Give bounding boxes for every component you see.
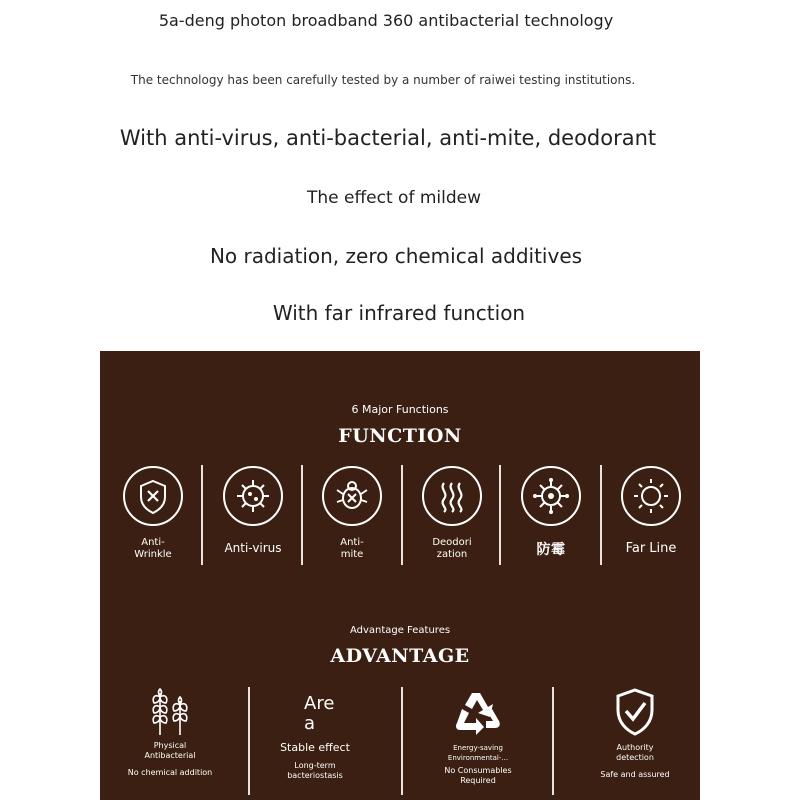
function-label-line1: Anti- [141, 537, 165, 548]
advantages-row [100, 685, 700, 800]
advantage-item-authority [575, 685, 695, 780]
function-label-line1: Deodori [432, 537, 472, 548]
intro-line-2: The effect of mildew [306, 188, 482, 208]
advantage-top-line1: Physical [153, 741, 187, 750]
function-label-line2: zation [436, 549, 468, 560]
heat-waves-icon [422, 466, 482, 526]
mildew-icon [521, 466, 581, 526]
divider [401, 687, 403, 795]
advantage-item-stable [255, 685, 375, 781]
advantage-top-line2: Antibacterial [144, 751, 196, 760]
virus-icon [223, 466, 283, 526]
advantage-big-line2: a [304, 713, 316, 734]
advantages-title: ADVANTAGE [330, 645, 470, 667]
functions-subtitle: 6 Major Functions [351, 403, 449, 416]
function-label-line1: Far Line [625, 541, 677, 556]
function-label-line1: 防霉 [536, 542, 566, 558]
mite-icon [322, 466, 382, 526]
sun-icon [621, 466, 681, 526]
advantage-top-line1: Stable effect [280, 741, 350, 754]
advantages-subtitle: Advantage Features [349, 625, 451, 636]
function-label-line2: Wrinkle [134, 549, 172, 560]
divider [201, 465, 203, 565]
intro-line-1: With anti-virus, anti-bacterial, anti-mite, deodorant [119, 126, 657, 150]
functions-row [100, 465, 700, 565]
intro-tested-text: The technology has been carefully tested by a number of raiwei testing institutions. [130, 73, 636, 87]
advantage-top-line2: detection [616, 753, 654, 762]
shield-x-icon [123, 466, 183, 526]
intro-line-3: No radiation, zero chemical additives [209, 244, 583, 268]
advantage-big-line1: Are [304, 693, 335, 714]
function-label-line1: Anti- [340, 537, 364, 548]
divider [248, 687, 250, 795]
recycle-icon [450, 685, 506, 739]
advantage-item-energy [418, 685, 538, 786]
advantage-bottom-line2: bacteriostasis [287, 771, 343, 780]
wheat-icon [140, 685, 200, 737]
intro-line-4: With far infrared function [272, 301, 526, 325]
divider [600, 465, 602, 565]
divider [499, 465, 501, 565]
advantage-bottom-line1: Long-term [294, 761, 336, 770]
feature-panel [100, 351, 700, 800]
advantage-bottom-line2: Required [460, 776, 496, 785]
divider [552, 687, 554, 795]
function-label-line1: Anti-virus [224, 541, 282, 555]
function-label-line2: mite [340, 549, 364, 560]
advantage-item-physical [110, 685, 230, 778]
advantage-bottom-line1: Safe and assured [600, 770, 670, 779]
advantage-top-line2: Environmental-... [447, 754, 509, 762]
intro-heading: 5a-deng photon broadband 360 antibacterial technology [158, 11, 614, 30]
divider [301, 465, 303, 565]
advantage-bottom-line1: No Consumables [444, 766, 512, 775]
functions-title: FUNCTION [338, 425, 462, 447]
advantage-bottom-line1: No chemical addition [127, 768, 213, 777]
advantage-top-line1: Energy-saving [453, 744, 503, 752]
divider [401, 465, 403, 565]
shield-check-icon [610, 685, 660, 739]
advantage-top-line1: Authority [616, 743, 654, 752]
